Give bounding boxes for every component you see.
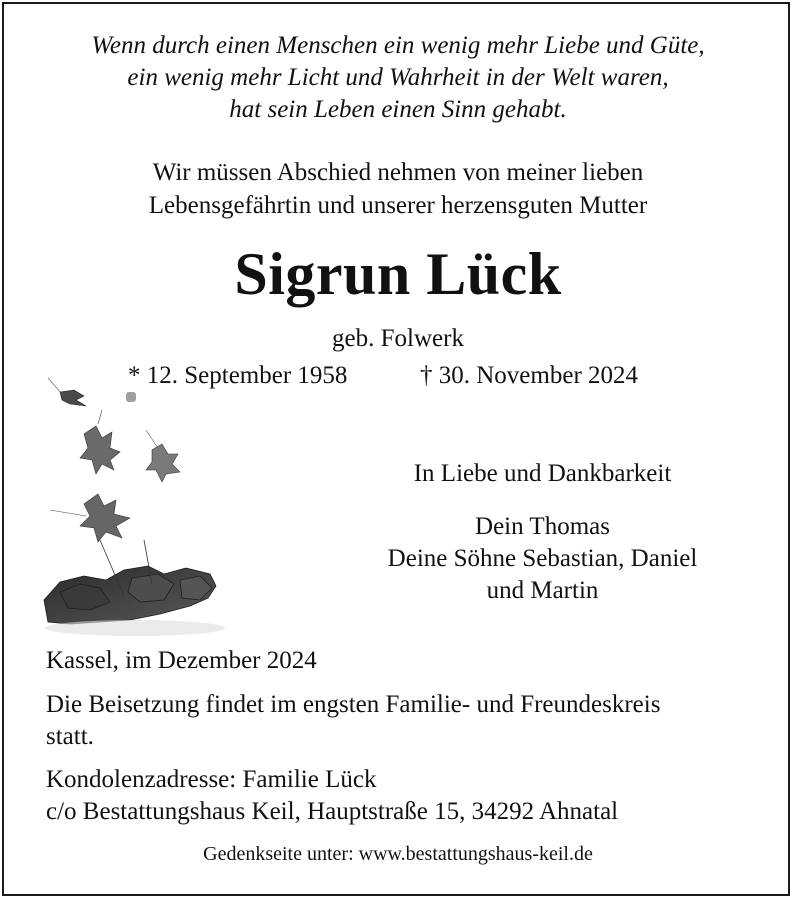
falling-leaves-icon	[40, 370, 230, 640]
birth-date: * 12. September 1958	[128, 362, 348, 389]
quote-line-3: hat sein Leben einen Sinn gehabt.	[229, 96, 567, 123]
quote-line-2: ein wenig mehr Licht und Wahrheit in der Welt waren,	[127, 64, 669, 91]
mourner-line-3: und Martin	[486, 577, 599, 604]
maiden-name: geb. Folwerk	[332, 325, 464, 352]
burial-line-1: Die Beisetzung findet im engsten Familie- und Freundeskreis	[46, 691, 661, 718]
condolence-line-2: c/o Bestattungshaus Keil, Hauptstraße 15, 34292 Ahnatal	[46, 798, 619, 825]
mourner-line-1: Dein Thomas	[475, 513, 610, 540]
mourner-line-2: Deine Söhne Sebastian, Daniel	[387, 545, 698, 572]
intro-line-1: Wir müssen Abschied nehmen von meiner lieben	[152, 159, 644, 186]
deceased-name: Sigrun Lück	[234, 241, 562, 307]
memorial-page-link[interactable]: Gedenkseite unter: www.bestattungshaus-keil.de	[203, 843, 593, 865]
intro-line-2: Lebensgefährtin und unserer herzensguten Mutter	[148, 192, 648, 219]
place-date: Kassel, im Dezember 2024	[46, 647, 317, 674]
mourners-heading: In Liebe und Dankbarkeit	[413, 460, 672, 487]
burial-line-2: statt.	[46, 723, 94, 750]
quote-line-1: Wenn durch einen Menschen ein wenig mehr Liebe und Güte,	[91, 32, 705, 59]
condolence-line-1: Kondolenzadresse: Familie Lück	[46, 766, 377, 793]
death-date: † 30. November 2024	[420, 362, 639, 389]
